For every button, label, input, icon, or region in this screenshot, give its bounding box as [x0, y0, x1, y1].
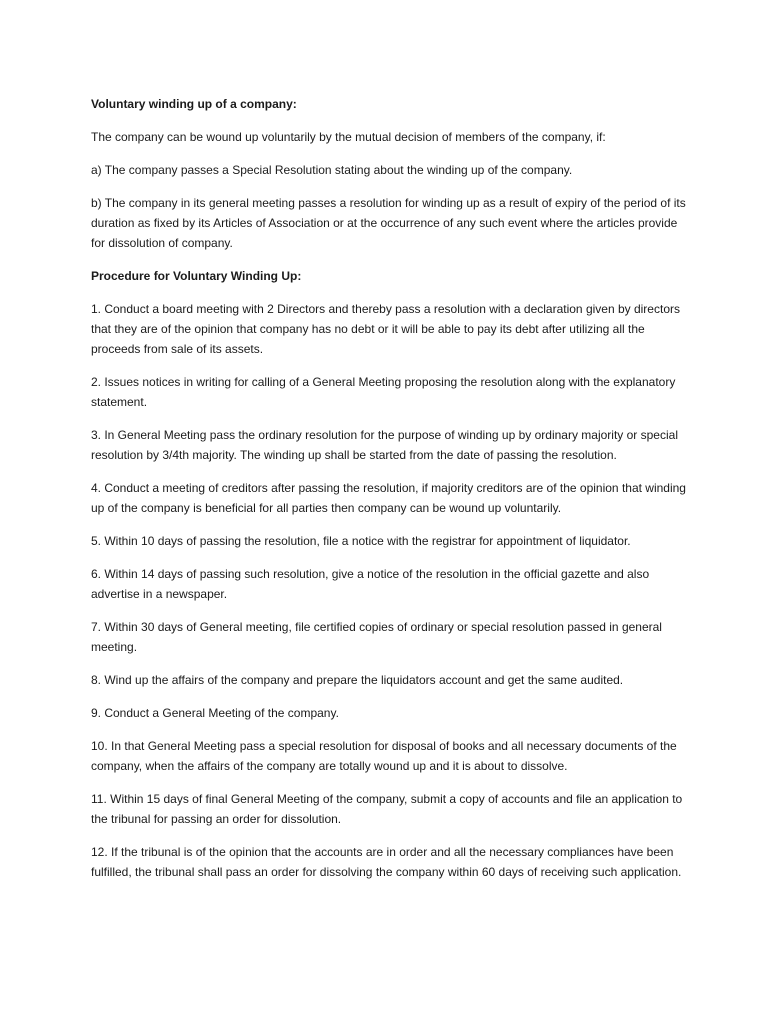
intro-paragraph: The company can be wound up voluntarily by the mutual decision of members of the company, if: — [91, 130, 606, 144]
step-11: 11. Within 15 days of final General Meeting of the company, submit a copy of accounts and file an application to the tribunal for passing an order for dissolution. — [91, 792, 683, 826]
step-1: 1. Conduct a board meeting with 2 Directors and thereby pass a resolution with a declaration given by directors that they are of the opinion that company has no debt or it will be able to pay its debt after utilizing all the proceeds from sale of its assets. — [91, 302, 680, 356]
step-6: 6. Within 14 days of passing such resolution, give a notice of the resolution in the official gazette and also advertise in a newspaper. — [91, 567, 650, 601]
step-10: 10. In that General Meeting pass a special resolution for disposal of books and all necessary documents of the company, when the affairs of the company are totally wound up and it is about to dissolve. — [91, 739, 677, 773]
heading-procedure: Procedure for Voluntary Winding Up: — [91, 269, 302, 283]
step-5: 5. Within 10 days of passing the resolution, file a notice with the registrar for appointment of liquidator. — [91, 534, 631, 548]
step-7: 7. Within 30 days of General meeting, file certified copies of ordinary or special resolution passed in general meeting. — [91, 620, 662, 654]
document-page — [91, 94, 691, 895]
step-12: 12. If the tribunal is of the opinion that the accounts are in order and all the necessary compliances have been fulfilled, the tribunal shall pass an order for dissolving the company within 60 days of receiving such application. — [91, 845, 682, 879]
step-8: 8. Wind up the affairs of the company and prepare the liquidators account and get the same audited. — [91, 673, 624, 687]
step-2: 2. Issues notices in writing for calling of a General Meeting proposing the resolution along with the explanatory statement. — [91, 375, 676, 409]
step-3: 3. In General Meeting pass the ordinary resolution for the purpose of winding up by ordinary majority or special resolution by 3/4th majority. The winding up shall be started from the date of passing the resolution. — [91, 428, 678, 462]
step-4: 4. Conduct a meeting of creditors after passing the resolution, if majority creditors are of the opinion that winding up of the company is beneficial for all parties then company can be wound up voluntarily. — [91, 481, 686, 515]
step-9: 9. Conduct a General Meeting of the company. — [91, 706, 339, 720]
condition-b-paragraph: b) The company in its general meeting passes a resolution for winding up as a result of expiry of the period of its duration as fixed by its Articles of Association or at the occurrence of any such event where the articles provide for dissolution of company. — [91, 196, 686, 250]
condition-a-paragraph: a) The company passes a Special Resolution stating about the winding up of the company. — [91, 163, 573, 177]
heading-voluntary-winding-up: Voluntary winding up of a company: — [91, 97, 297, 111]
